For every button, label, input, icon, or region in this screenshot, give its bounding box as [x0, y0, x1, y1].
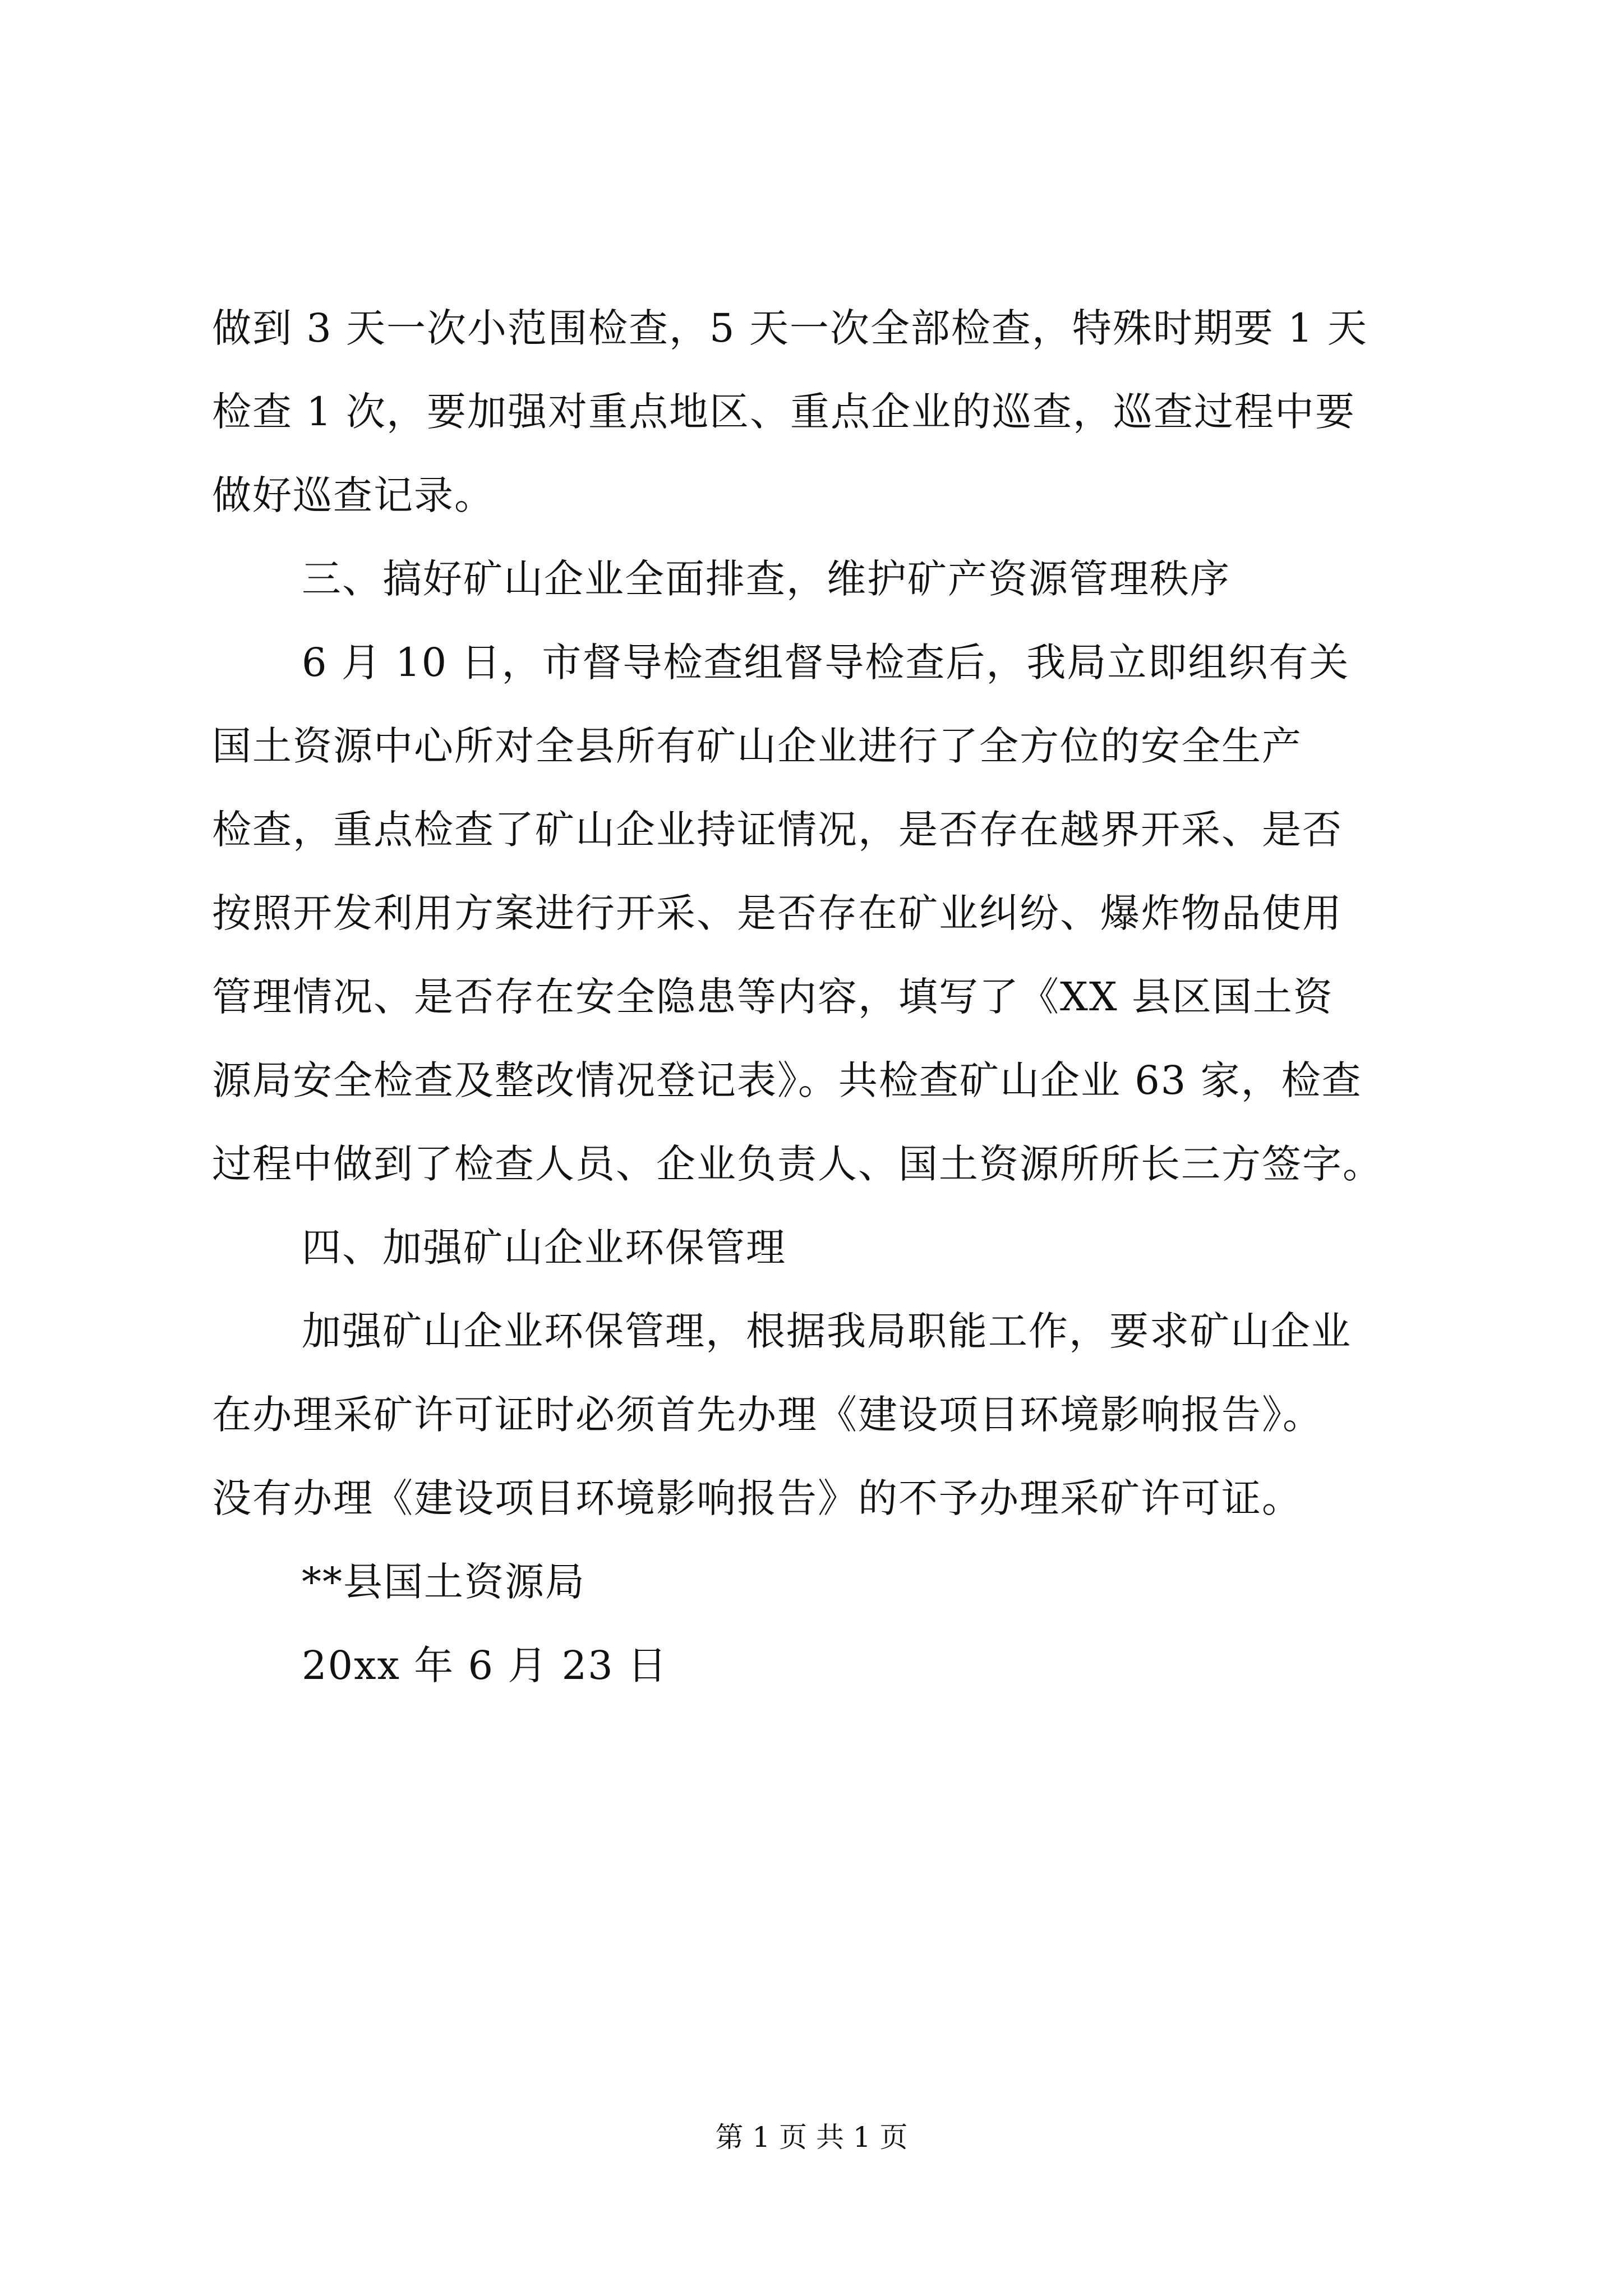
- body-line: 做到 3 天一次小范围检查，5 天一次全部检查，特殊时期要 1 天: [212, 305, 1368, 351]
- signature-organization: **县国土资源局: [302, 1559, 585, 1605]
- page-number: 第 1 页 共 1 页: [715, 2121, 908, 2154]
- body-line: 按照开发利用方案进行开采、是否存在矿业纠纷、爆炸物品使用: [212, 890, 1343, 936]
- body-line: 管理情况、是否存在安全隐患等内容，填写了《XX 县区国土资: [212, 974, 1334, 1020]
- body-line: 检查，重点检查了矿山企业持证情况，是否存在越界开采、是否: [212, 807, 1343, 853]
- body-line: 6 月 10 日，市督导检查组督导检查后，我局立即组织有关: [302, 639, 1350, 685]
- body-line: 做好巡查记录。: [212, 472, 495, 518]
- body-line: 过程中做到了检查人员、企业负责人、国土资源所所长三方签字。: [212, 1141, 1383, 1187]
- body-line: 没有办理《建设项目环境影响报告》的不予办理采矿许可证。: [212, 1475, 1302, 1521]
- section-heading: 三、搞好矿山企业全面排查，维护矿产资源管理秩序: [302, 556, 1230, 602]
- signature-date: 20xx 年 6 月 23 日: [302, 1642, 668, 1688]
- body-line: 源局安全检查及整改情况登记表》。共检查矿山企业 63 家，检查: [212, 1057, 1362, 1103]
- section-heading: 四、加强矿山企业环保管理: [302, 1225, 786, 1271]
- body-line: 国土资源中心所对全县所有矿山企业进行了全方位的安全生产: [212, 723, 1302, 769]
- body-line: 在办理采矿许可证时必须首先办理《建设项目环境影响报告》。: [212, 1392, 1323, 1438]
- body-line: 检查 1 次，要加强对重点地区、重点企业的巡查，巡查过程中要: [212, 389, 1356, 435]
- body-line: 加强矿山企业环保管理，根据我局职能工作，要求矿山企业: [302, 1308, 1352, 1354]
